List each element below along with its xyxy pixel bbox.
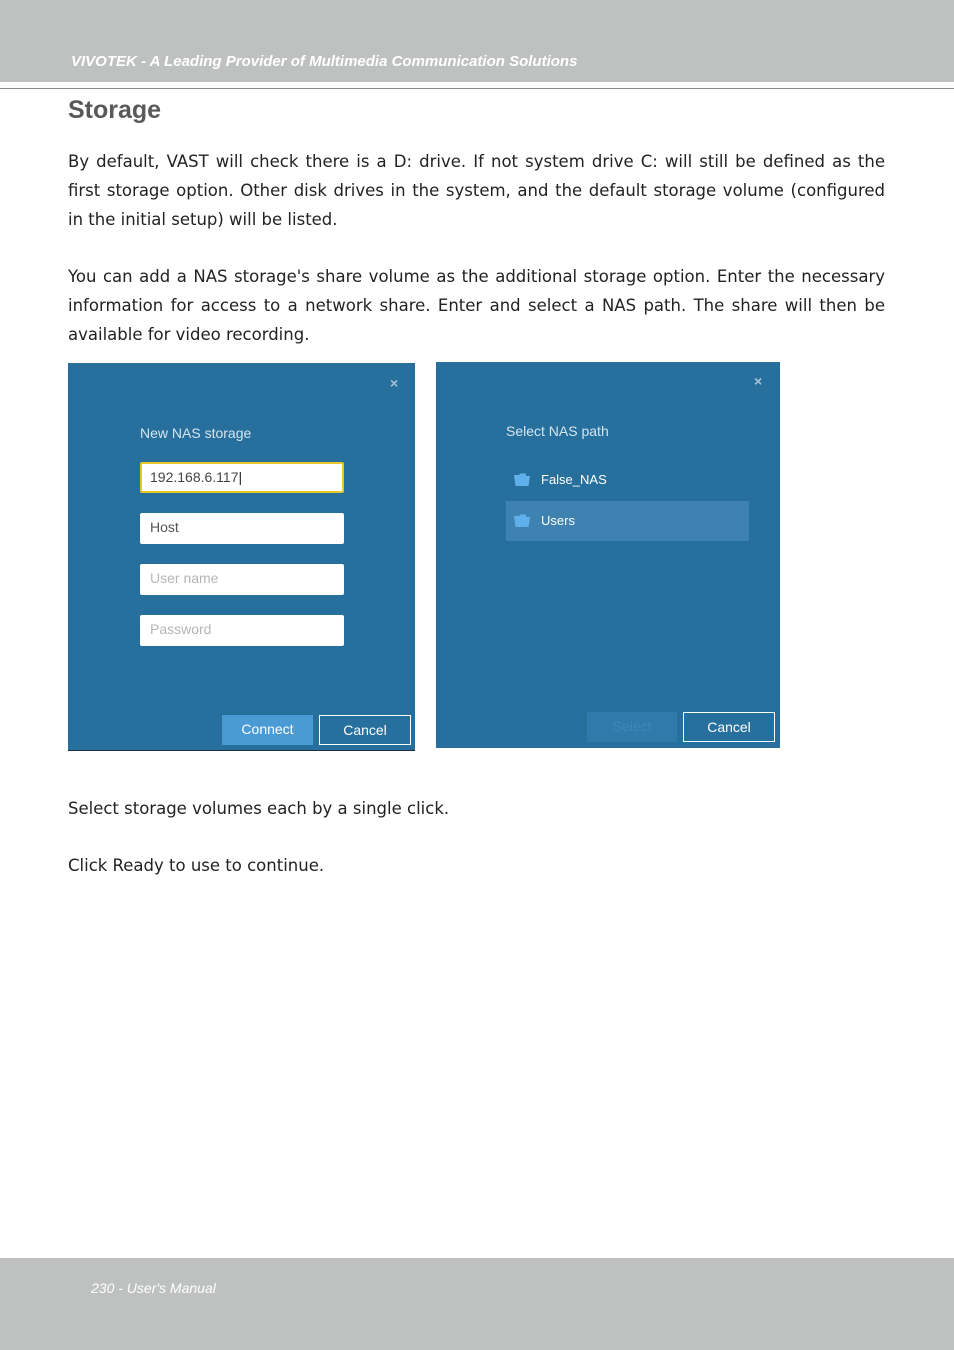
username-input[interactable]: User name [140,564,344,595]
cancel-button[interactable]: Cancel [683,712,775,742]
header-divider [0,88,954,89]
folder-item-false-nas[interactable] [506,460,749,500]
dialog-title: New NAS storage [140,425,252,441]
section-title: Storage [68,96,162,124]
close-icon[interactable]: × [390,375,399,391]
text-cursor: | [238,469,243,485]
select-button[interactable]: Select [587,712,677,742]
paragraph-ready-to-use: Click Ready to use to continue. [68,856,325,875]
connect-button[interactable]: Connect [222,715,313,745]
folder-icon [514,473,530,486]
password-input[interactable]: Password [140,615,344,646]
page-number: 230 - User's Manual [91,1280,216,1296]
page-footer [0,1258,954,1350]
cancel-button[interactable]: Cancel [319,715,411,745]
page-header [0,0,954,82]
folder-label: Users [541,513,575,528]
host-input[interactable]: Host [140,513,344,544]
folder-label: False_NAS [541,472,607,487]
ip-address-input[interactable] [140,462,344,493]
folder-icon [514,514,530,527]
new-nas-storage-dialog [68,363,415,751]
select-nas-path-dialog [436,362,780,748]
ip-address-value: 192.168.6.117 [150,469,239,485]
dialog-title: Select NAS path [506,423,609,439]
paragraph-default-drive: By default, VAST will check there is a D: drive. If not system drive C: will still be defined as the first storage option. Other disk drives in the system, and the default storage volume (configured in the initial setup) will be listed. [68,152,885,229]
close-icon[interactable]: × [754,373,763,389]
paragraph-nas-storage: You can add a NAS storage's share volume as the additional storage option. Enter the necessary information for access to a network share. Enter and select a NAS path. The share will then be available for video recording. [68,267,885,344]
header-title: VIVOTEK - A Leading Provider of Multimedia Communication Solutions [71,53,578,70]
folder-item-users[interactable] [506,501,749,541]
paragraph-select-volumes: Select storage volumes each by a single click. [68,799,450,818]
